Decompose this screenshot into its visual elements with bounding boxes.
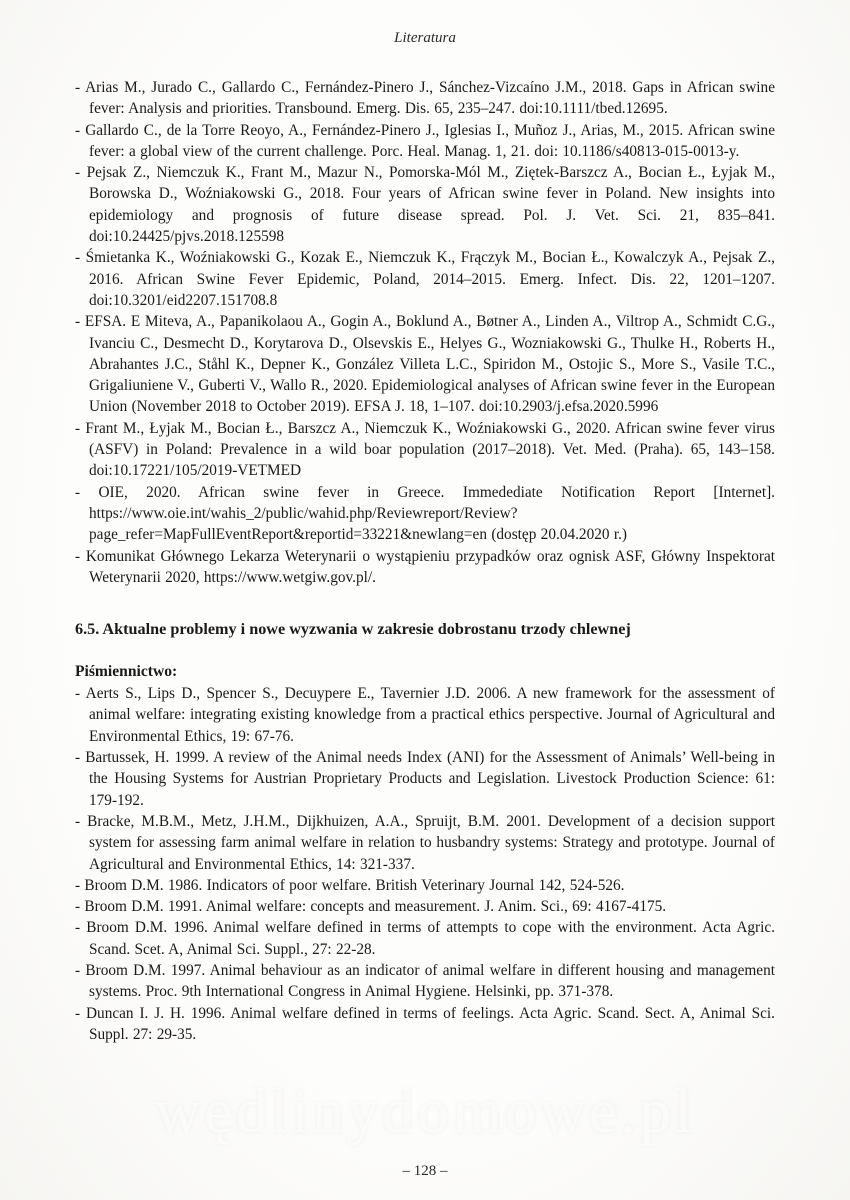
reference-item: - Broom D.M. 1991. Animal welfare: concepts and measurement. J. Anim. Sci., 69: 4167-4175.	[75, 898, 667, 916]
reference-item: - Pejsak Z., Niemczuk K., Frant M., Mazur N., Pomorska-Mól M., Ziętek-Barszcz A., Bocian Ł., Łyjak M., Borowska D., Woźniakowski G., 2018. Four years of African swine fever in Poland. New insights into epidemiology and prognosis of future disease spread. Pol. J. Vet. Sci. 21, 835–841. doi:10.24425/pjvs.2018.125598	[75, 164, 775, 246]
reference-item: - Arias M., Jurado C., Gallardo C., Fernández-Pinero J., Sánchez-Vizcaíno J.M., 2018. Gaps in African swine fever: Analysis and priorities. Transbound. Emerg. Dis. 65, 235–247. doi:10.1111/tbed.12695.	[75, 79, 775, 118]
bibliography-subheading: Piśmiennictwo:	[75, 663, 178, 681]
reference-item: - Broom D.M. 1996. Animal welfare defined in terms of attempts to cope with the environment. Acta Agric. Scand. Scet. A, Animal Sci. Suppl., 27: 22-28.	[75, 919, 775, 958]
page-number: – 128 –	[402, 1163, 448, 1179]
reference-item: - Frant M., Łyjak M., Bocian Ł., Barszcz A., Niemczuk K., Woźniakowski G., 2020. African swine fever virus (ASFV) in Poland: Prevalence in a wild boar population (2017–2018). Vet. Med. (Praha). 65, 143–158. doi:10.17221/105/2019-VETMED	[75, 419, 775, 480]
watermark: wędlinydomowe.pl	[154, 1075, 696, 1146]
running-head: Literatura	[394, 30, 456, 46]
reference-item: - Gallardo C., de la Torre Reoyo, A., Fernández-Pinero J., Iglesias I., Muñoz J., Arias, M., 2015. African swine fever: a global view of the current challenge. Porc. Heal. Manag. 1, 21. doi: 10.1186/s40813-015-0013-y.	[75, 121, 775, 160]
reference-item: - OIE, 2020. African swine fever in Greece. Immedediate Notification Report [Internet]. https://www.oie.int/wahis_2/public/wahid.php/Reviewreport/Review?page_refer=MapFullEventReport&reportid=33221&newlang=en (dostęp 20.04.2020 r.)	[75, 483, 775, 544]
references-pismiennictwo	[75, 683, 775, 1045]
section-heading: 6.5. Aktualne problemy i nowe wyzwania w zakresie dobrostanu trzody chlewnej	[75, 620, 631, 639]
reference-item: - Aerts S., Lips D., Spencer S., Decuypere E., Tavernier J.D. 2006. A new framework for the assessment of animal welfare: integrating existing knowledge from a practical ethics perspective. Journal of Agricultural and Environmental Ethics, 19: 67-76.	[75, 685, 775, 745]
reference-item: - Śmietanka K., Woźniakowski G., Kozak E., Niemczuk K., Frączyk M., Bocian Ł., Kowalczyk A., Pejsak Z., 2016. African Swine Fever Epidemic, Poland, 2014–2015. Emerg. Infect. Dis. 22, 1201–1207. doi:10.3201/eid2207.151708.8	[75, 249, 775, 309]
reference-item: - Bracke, M.B.M., Metz, J.H.M., Dijkhuizen, A.A., Spruijt, B.M. 2001. Development of a decision support system for assessing farm animal welfare in relation to husbandry systems: Strategy and prototype. Journal of Agricultural and Environmental Ethics, 14: 321-337.	[75, 812, 775, 873]
reference-item: - Duncan I. J. H. 1996. Animal welfare defined in terms of feelings. Acta Agric. Scand. Sect. A, Animal Sci. Suppl. 27: 29-35.	[75, 1004, 775, 1043]
reference-item: - Komunikat Głównego Lekarza Weterynarii o wystąpieniu przypadków oraz ognisk ASF, Główny Inspektorat Weterynarii 2020, https://www.wetgiw.gov.pl/.	[75, 547, 775, 586]
reference-item: - Broom D.M. 1997. Animal behaviour as an indicator of animal welfare in different housing and management systems. Proc. 9th International Congress in Animal Hygiene. Helsinki, pp. 371-378.	[75, 961, 775, 1001]
reference-item: - EFSA. E Miteva, A., Papanikolaou A., Gogin A., Boklund A., Bøtner A., Linden A., Viltrop A., Schmidt C.G., Ivanciu C., Desmecht D., Korytarova D., Olsevskis E., Helyes G., Wozniakowski G., Thulke H., Roberts H., Abrahantes J.C., Ståhl K., Depner K., González Villeta L.C., Spiridon M., Ostojic S., More S., Vasile T.C., Grigaliuniene V., Guberti V., Wallo R., 2020. Epidemiological analyses of African swine fever in the European Union (November 2018 to October 2019). EFSA J. 18, 1–107. doi:10.2903/j.efsa.2020.5996	[75, 313, 775, 416]
references-literatura	[75, 77, 775, 588]
reference-item: - Bartussek, H. 1999. A review of the Animal needs Index (ANI) for the Assessment of Animals’ Well-being in the Housing Systems for Austrian Proprietary Products and Legislation. Livestock Production Science: 61: 179-192.	[75, 749, 775, 809]
reference-item: - Broom D.M. 1986. Indicators of poor welfare. British Veterinary Journal 142, 524-526.	[75, 876, 625, 894]
